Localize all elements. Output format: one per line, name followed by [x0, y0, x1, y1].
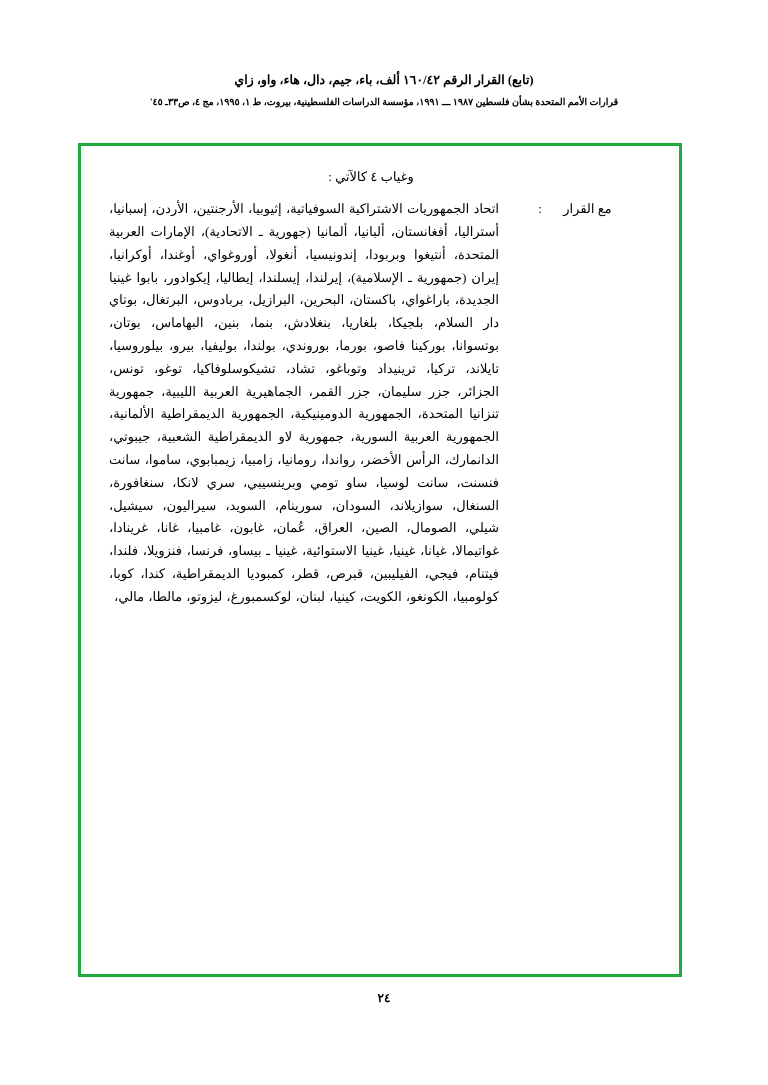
- lead-line: وغياب ٤ كالآتي :: [328, 169, 414, 184]
- countries-list-text: اتحاد الجمهوريات الاشتراكية السوفياتية، إثيوبيا، الأرجنتين، الأردن، إسبانيا، أستراليا، أفغانستان، ألبانيا، ألمانيا (جهورية ـ الاتحادية)، الإمارات العربية المتحدة، أنتيغوا وبربودا، إندونيسيا، أنغولا، أوروغواي، أوغندا، أوكرانيا، إيران (جمهورية ـ الإسلامية)، إيرلندا، إيسلندا، إيطاليا، إيكوادور، بابوا غينيا الجديدة، باراغواي، باكستان، البحرين، البرازيل، بربادوس، البرتغال، بوتاي دار السلام، بلجيكا، بلغاريا، بنغلادش، بنما، بنين، البهاماس، بوتان، بوتسوانا، بوركينا فاصو، بورما، بوروندي، بولندا، بوليفيا، بيرو، بيلوروسيا، تايلاند، تركيا، ترينيداد وتوباغو، تشاد، تشيكوسلوفاكيا، توغو، تونس، الجزائر، جزر سليمان، جزر القمر، الجماهيرية العربية الليبية، جمهورية تنزانيا المتحدة، الجمهورية الدومينيكية، الجمهورية الديمقراطية الألمانية، الجمهورية العربية السورية، جمهورية لاو الديمقراطية الشعبية، جيبوتي، الدانمارك، الرأس الأخضر، رواندا، رومانيا، زامبيا، زيمبابوي، ساموا، سانت فنسنت، سانت لوسيا، ساو تومي وبرينسيبي، سري لانكا، سنغافورة، السنغال، سوازيلاند، السودان، سورينام، السويد، سيراليون، سيشيل، شيلي، الصومال، الصين، العراق، عُمان، غابون، غامبيا، غانا، غرينادا، غواتيمالا، غيانا، غينيا، غينيا الاستوائية، غينيا ـ بيساو، فرنسا، فنزويلا، فلندا، فيتنام، فيجي، الفيليبين، قبرص، قطر، كمبوديا الديمقراطية، كندا، كوبا، كولومبيا، الكونغو، الكويت، كينيا، لبنان، لوكسمبورغ، ليزوتو، مالطا، مالي،: [109, 201, 499, 604]
- vote-block: [109, 198, 651, 609]
- page-number: ٢٤: [377, 991, 391, 1005]
- vote-label-column: [499, 198, 651, 221]
- countries-list-column: [109, 198, 499, 609]
- vote-label: مع القرار: [563, 201, 612, 217]
- header-title: (تابع) القرار الرقم ١٦٠/٤٢ ألف، باء، جيم، دال، هاء، واو، زاي: [234, 73, 534, 87]
- page-header: [0, 72, 768, 110]
- vote-label-colon: :: [538, 201, 543, 217]
- header-subtitle: قرارات الأمم المتحدة بشأن فلسطين ١٩٨٧ ـــ ١٩٩١، مؤسسة الدراسات الفلسطينية، بيروت، ط ١، ١٩٩٥، مج ٤، ص٣٣ـ ٤٥': [149, 97, 619, 108]
- content-area: [109, 166, 651, 960]
- content-frame: [78, 143, 682, 977]
